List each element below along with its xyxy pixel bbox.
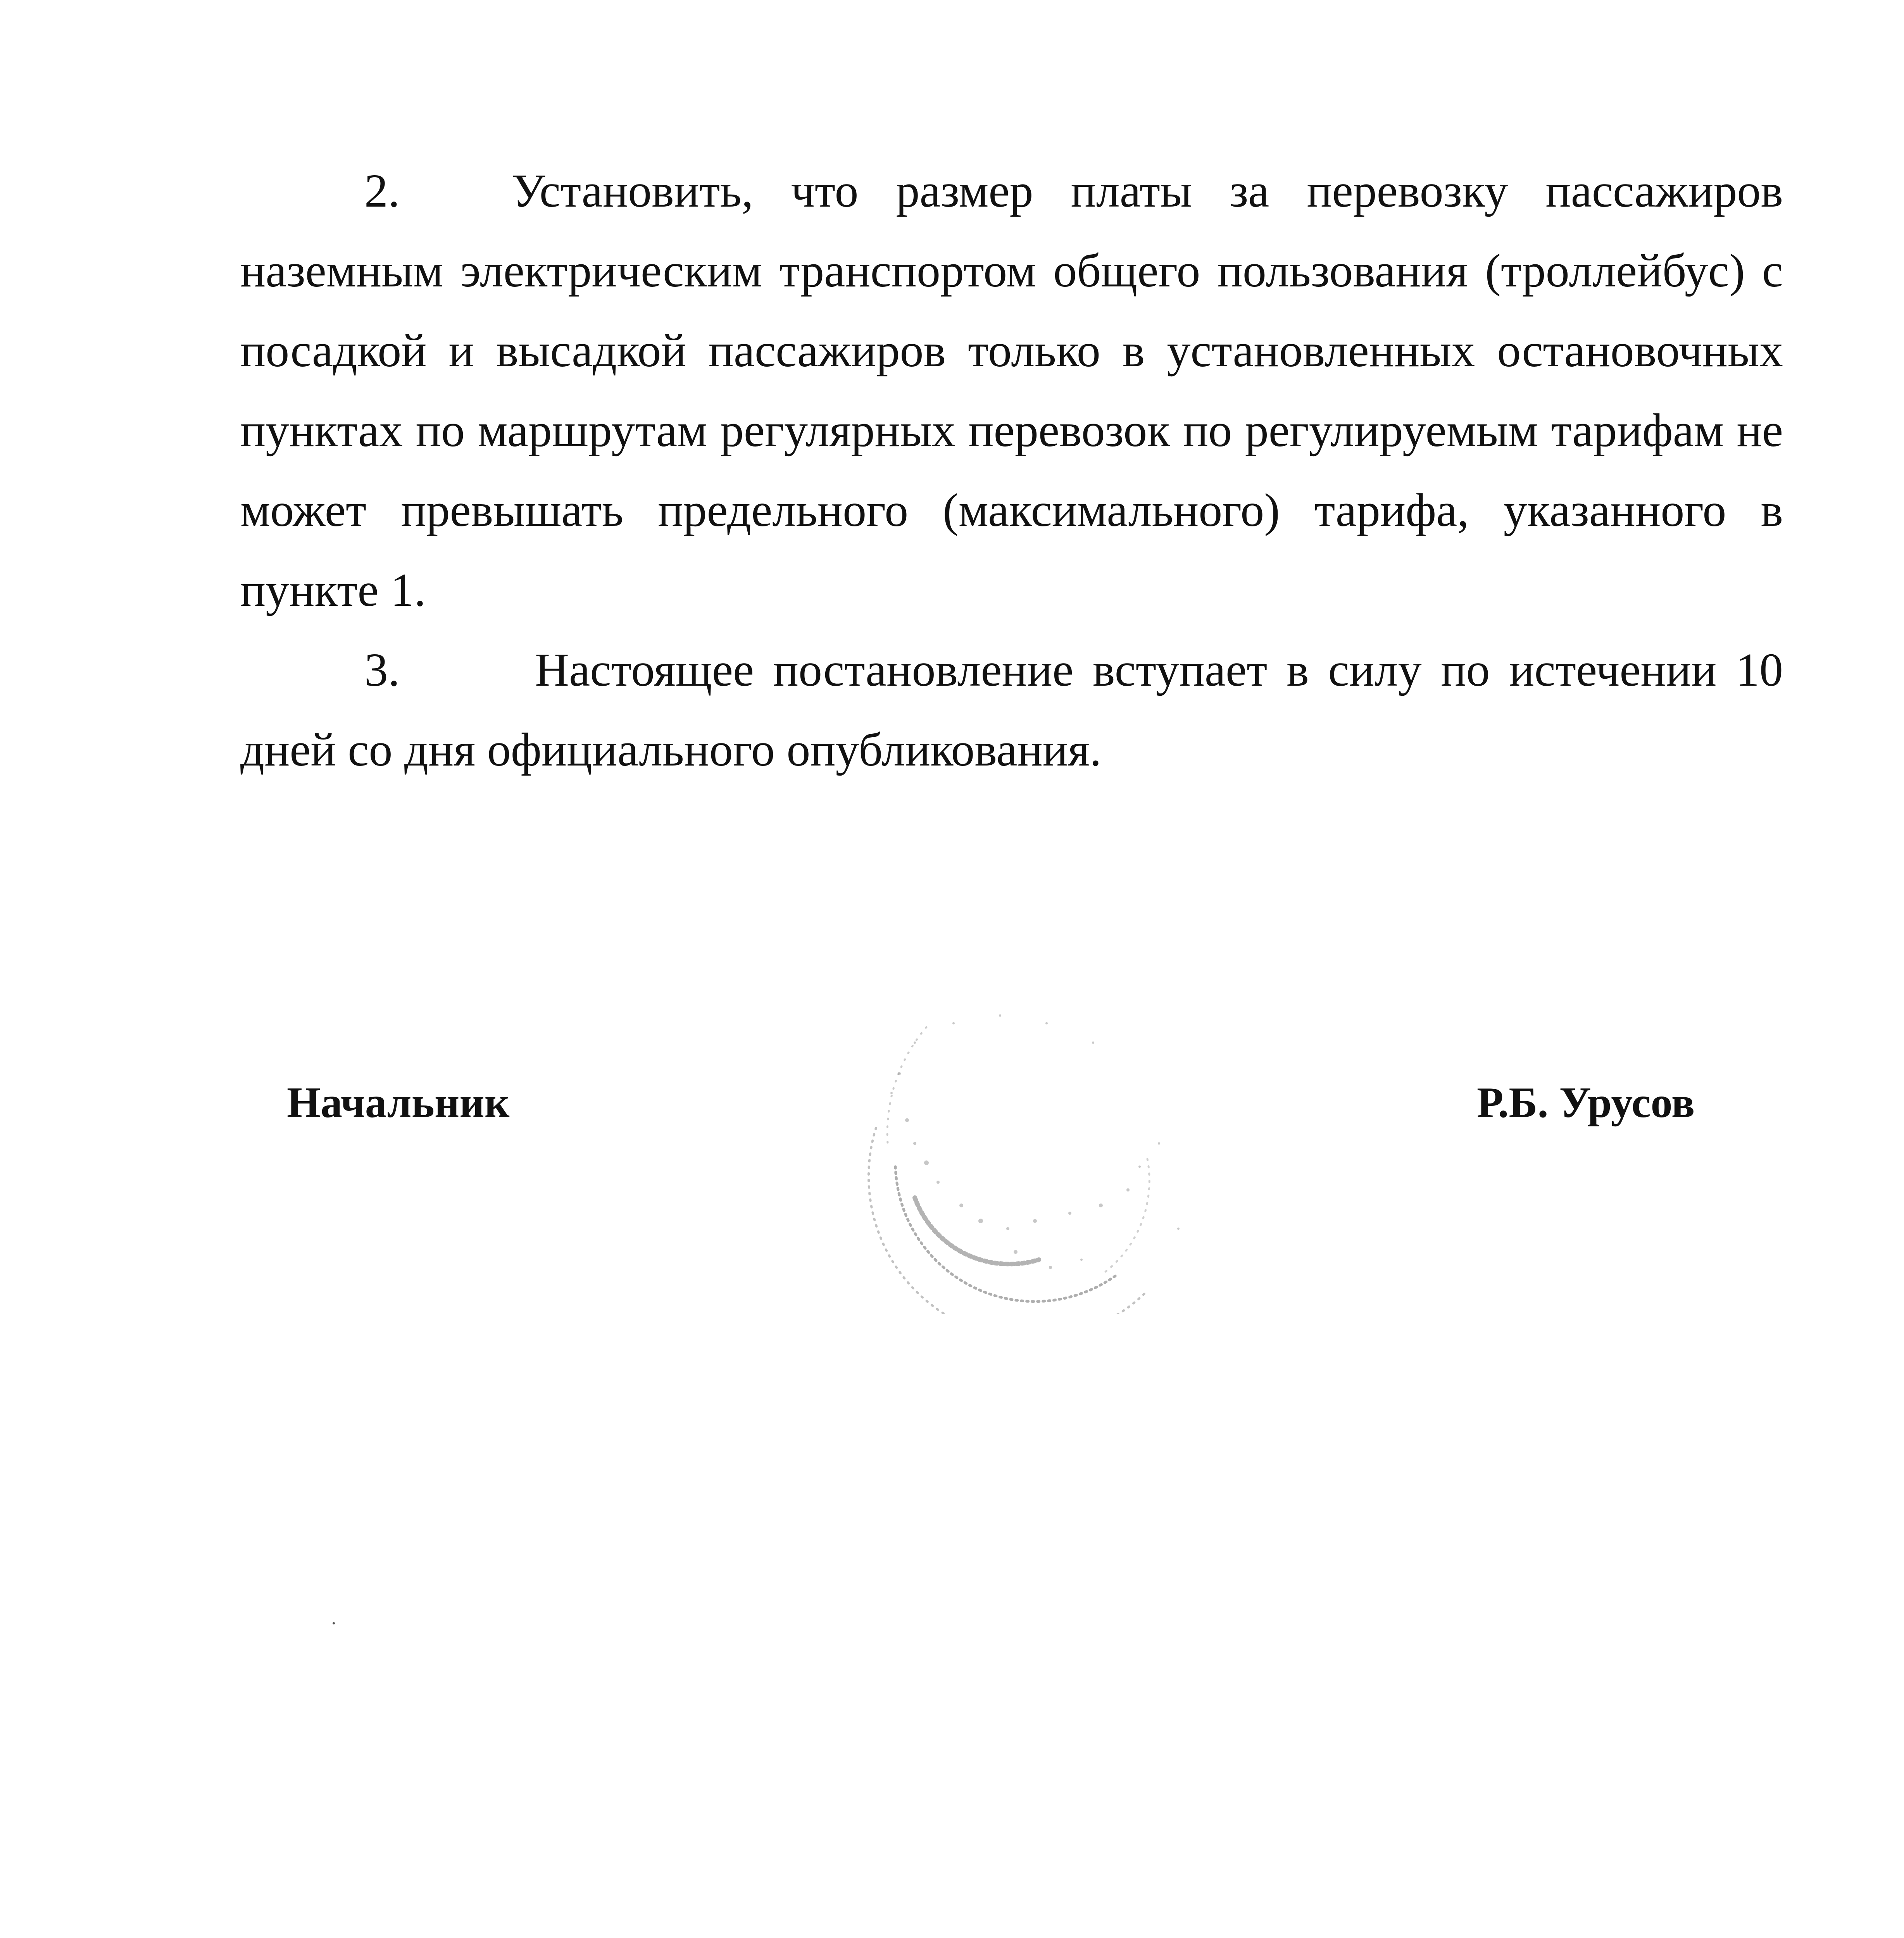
signer-name: Р.Б. Урусов [1477,1079,1695,1127]
clause-2 [240,151,1783,630]
clause-3 [240,630,1783,790]
scan-speck [333,1622,335,1624]
official-stamp [799,926,1264,1314]
clause-2-text: Установить, что размер платы за перевозку пассажиров наземным электрическим транспортом общего пользования (троллейбус) с посадкой и высадкой пассажиров только в установленных остановочных пунктах по маршрутам регулярных перевозок по регулируемым тарифам не может превышать предельного (максимального) тарифа, указанного в пункте 1. [240,165,1783,616]
clause-2-number: 2. [364,165,400,217]
signer-position: Начальник [287,1079,510,1127]
clause-3-text: Настоящее постановление вступает в силу по истечении 10 дней со дня официального опубликования. [240,644,1783,776]
document-body [240,151,1783,790]
clause-3-number: 3. [364,644,400,696]
